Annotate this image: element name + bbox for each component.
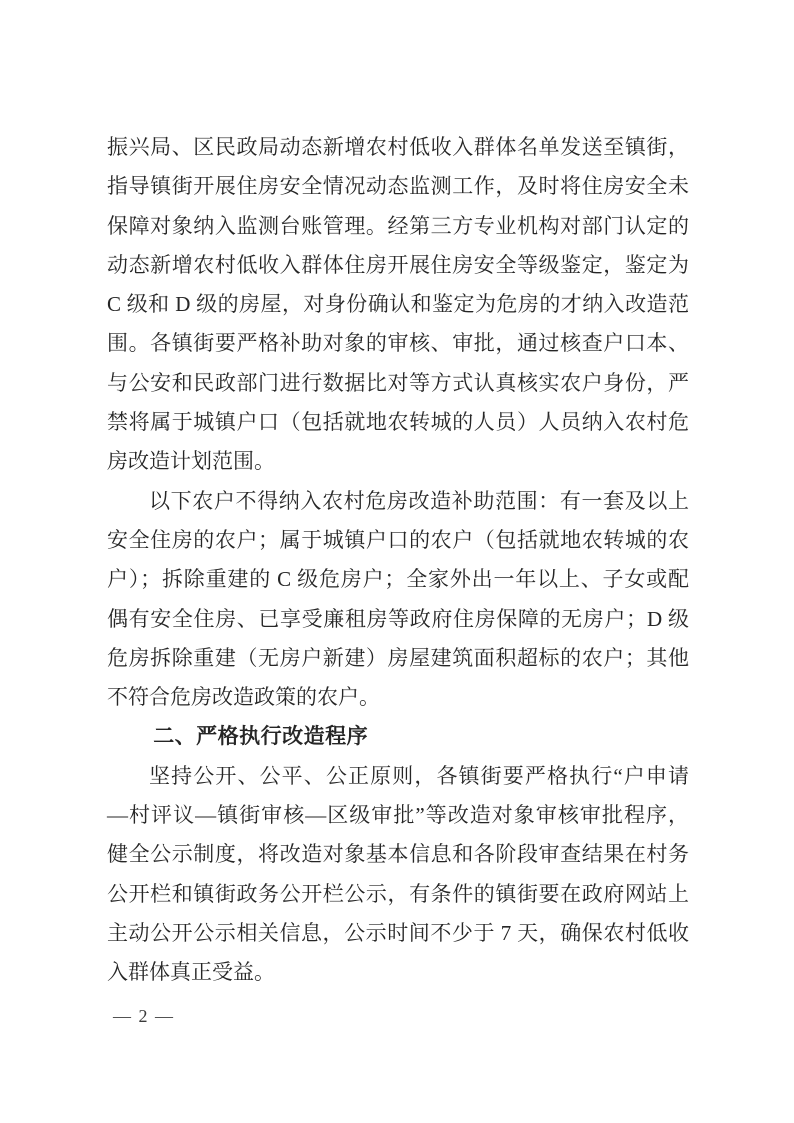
body-line: 保障对象纳入监测台账管理。经第三方专业机构对部门认定的 bbox=[107, 213, 689, 238]
body-line: 动态新增农村低收入群体住房开展住房安全等级鉴定，鉴定为 bbox=[107, 252, 689, 277]
page-number: — 2 — bbox=[113, 1006, 175, 1026]
body-line: 以下农户不得纳入农村危房改造补助范围：有一套及以上 bbox=[149, 488, 689, 513]
body-line: 偶有安全住房、已享受廉租房等政府住房保障的无房户；D 级 bbox=[107, 606, 689, 631]
body-line: 安全住房的农户；属于城镇户口的农户（包括就地农转城的农 bbox=[107, 527, 689, 552]
body-line: 与公安和民政部门进行数据比对等方式认真核实农户身份，严 bbox=[107, 370, 689, 395]
body-line: 入群体真正受益。 bbox=[107, 960, 275, 985]
body-line: 房改造计划范围。 bbox=[107, 449, 275, 474]
body-line: 主动公开公示相关信息，公示时间不少于 7 天，确保农村低收 bbox=[107, 920, 689, 945]
body-line: 禁将属于城镇户口（包括就地农转城的人员）人员纳入农村危 bbox=[107, 410, 689, 435]
body-line: 围。各镇街要严格补助对象的审核、审批，通过核查户口本、 bbox=[107, 331, 689, 356]
body-line: 户）；拆除重建的 C 级危房户；全家外出一年以上、子女或配 bbox=[107, 567, 689, 592]
body-line: 不符合危房改造政策的农户。 bbox=[107, 685, 380, 710]
body-line: 健全公示制度，将改造对象基本信息和各阶段审查结果在村务 bbox=[107, 842, 689, 867]
document-body bbox=[107, 128, 689, 993]
body-line: 指导镇街开展住房安全情况动态监测工作，及时将住房安全未 bbox=[107, 174, 689, 199]
section-heading: 二、严格执行改造程序 bbox=[153, 725, 369, 749]
body-line: 振兴局、区民政局动态新增农村低收入群体名单发送至镇街， bbox=[107, 135, 689, 159]
body-line: 坚持公开、公平、公正原则，各镇街要严格执行“户申请 bbox=[149, 763, 689, 788]
body-line: 危房拆除重建（无房户新建）房屋建筑面积超标的农户；其他 bbox=[107, 645, 689, 670]
body-line: —村评议—镇街审核—区级审批”等改造对象审核审批程序， bbox=[107, 803, 689, 828]
body-line: 公开栏和镇街政务公开栏公示，有条件的镇街要在政府网站上 bbox=[107, 881, 689, 906]
body-line: C 级和 D 级的房屋，对身份确认和鉴定为危房的才纳入改造范 bbox=[107, 292, 689, 317]
